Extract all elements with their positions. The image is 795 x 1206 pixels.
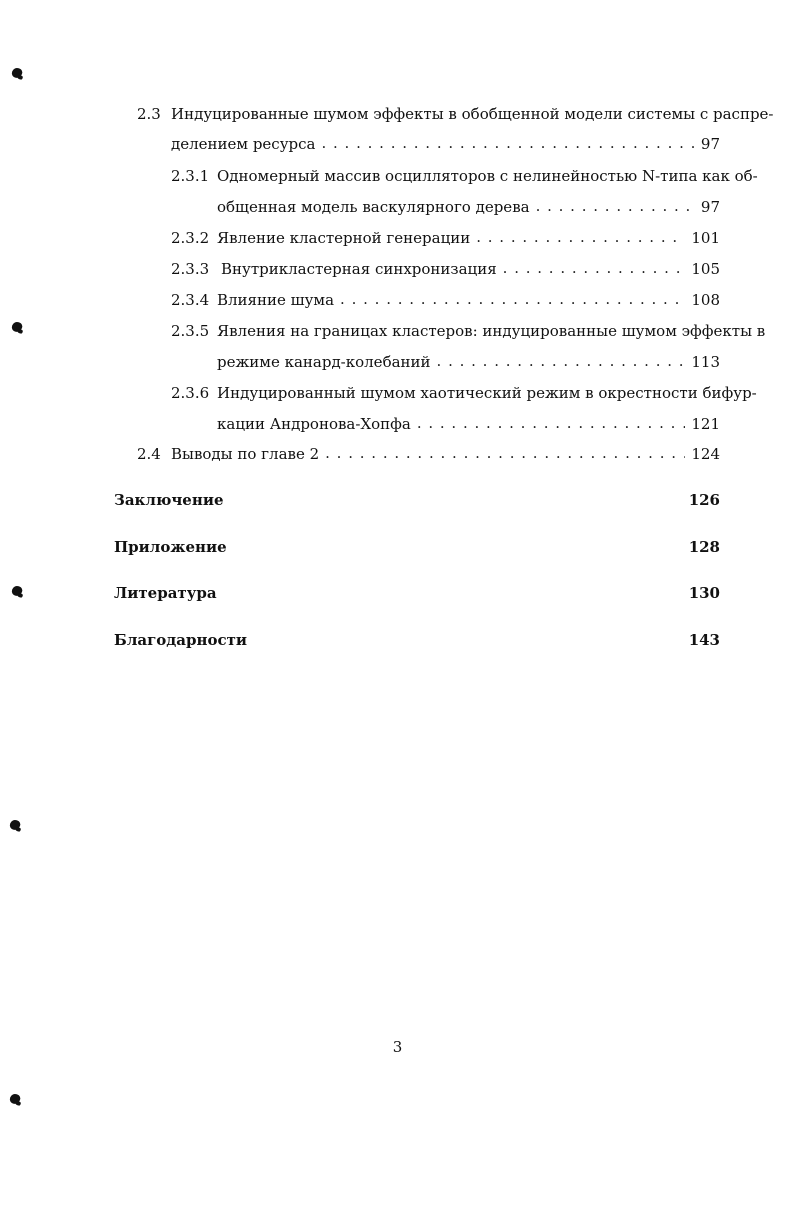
section-title: Влияние шума — [217, 291, 335, 309]
toc-entry-2-3-6-line1 — [171, 383, 757, 403]
page-number: 108 — [691, 291, 720, 309]
page-number: 97 — [700, 198, 720, 216]
dot-leader — [340, 289, 685, 309]
section-title: Явления на границах кластеров: индуцированные шумом эффекты в — [217, 322, 766, 340]
section-title: Одномерный массив осцилляторов с нелинейностью N-типа как об- — [217, 167, 758, 185]
toc-chapter-references[interactable] — [114, 583, 720, 603]
section-title-cont: режиме канард-колебаний — [217, 353, 431, 371]
dot-leader — [417, 413, 686, 433]
page-number-footer: 3 — [392, 1038, 403, 1056]
page-number: 105 — [691, 260, 720, 278]
scan-mark — [9, 819, 22, 832]
section-title: Внутрикластерная синхронизация — [221, 260, 497, 278]
scan-mark — [11, 321, 24, 334]
scan-mark — [11, 585, 24, 598]
section-number: 2.3.2 — [171, 229, 210, 247]
section-number: 2.3.6 — [171, 384, 210, 402]
section-number: 2.3.1 — [171, 167, 210, 185]
toc-entry-2-3-2[interactable] — [171, 228, 720, 248]
chapter-title: Благодарности — [114, 631, 248, 649]
section-title-cont: делением ресурса — [171, 135, 316, 153]
toc-entry-2-3-4[interactable] — [171, 290, 720, 310]
toc-entry-2-4[interactable] — [137, 444, 720, 464]
scan-mark — [9, 1093, 22, 1106]
page-number: 101 — [691, 229, 720, 247]
page-number: 121 — [691, 415, 720, 433]
chapter-title: Приложение — [114, 538, 227, 556]
section-title: Индуцированный шумом хаотический режим в окрестности бифур- — [217, 384, 757, 402]
section-title: Индуцированные шумом эффекты в обобщенной модели системы с распре- — [171, 105, 774, 123]
section-number: 2.3.5 — [171, 322, 210, 340]
page-number: 113 — [691, 353, 720, 371]
toc-entry-2-3-5-line2[interactable] — [217, 352, 720, 372]
scan-mark — [11, 67, 24, 80]
chapter-title: Литература — [114, 584, 217, 602]
dot-leader — [325, 443, 685, 463]
page-number: 130 — [688, 584, 720, 602]
page-number: 128 — [688, 538, 720, 556]
toc-entry-2-3-line1 — [137, 104, 774, 124]
dot-leader — [437, 351, 686, 371]
toc-entry-2-3-1-line2[interactable] — [217, 197, 720, 217]
page-number: 97 — [700, 135, 720, 153]
page-number: 126 — [688, 491, 720, 509]
page-number: 124 — [691, 445, 720, 463]
section-title-cont: кации Андронова-Хопфа — [217, 415, 411, 433]
section-title: Явление кластерной генерации — [217, 229, 471, 247]
toc-chapter-acknowledgements[interactable] — [114, 630, 720, 650]
dot-leader — [536, 196, 695, 216]
section-number: 2.3.3 — [171, 260, 210, 278]
section-number: 2.3 — [137, 105, 161, 123]
toc-entry-2-3-6-line2[interactable] — [217, 414, 720, 434]
toc-entry-2-3-5-line1 — [171, 321, 765, 341]
chapter-title: Заключение — [114, 491, 224, 509]
dot-leader — [321, 133, 694, 153]
section-number: 2.4 — [137, 445, 161, 463]
toc-entry-2-3-1-line1 — [171, 166, 758, 186]
section-title-cont: общенная модель васкулярного дерева — [217, 198, 530, 216]
page-number: 143 — [688, 631, 720, 649]
toc-chapter-conclusion[interactable] — [114, 490, 720, 510]
dot-leader — [476, 227, 685, 247]
section-title: Выводы по главе 2 — [171, 445, 320, 463]
toc-chapter-appendix[interactable] — [114, 537, 720, 557]
toc-entry-2-3-3[interactable] — [171, 259, 720, 279]
toc-entry-2-3-line2[interactable] — [171, 134, 720, 154]
section-number: 2.3.4 — [171, 291, 210, 309]
dot-leader — [503, 258, 686, 278]
